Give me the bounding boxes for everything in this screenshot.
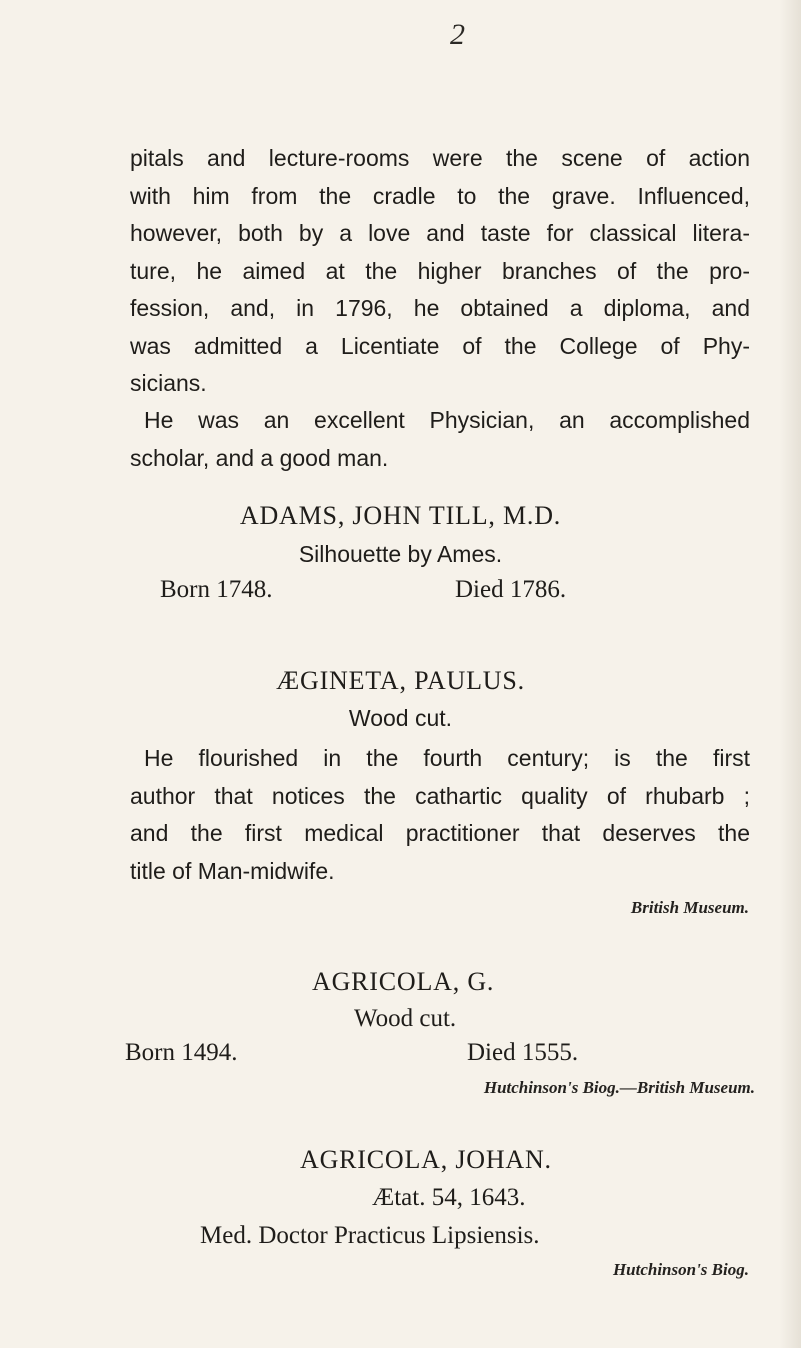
entry-agricola-johan-source: Hutchinson's Biog. bbox=[612, 1260, 749, 1279]
entry-agricola-g-died: Died 1555. bbox=[467, 1039, 579, 1066]
entry-agricola-johan-name: AGRICOLA, JOHAN. bbox=[300, 1145, 552, 1174]
intro-line-2: with him from the cradle to the grave. Influenced, bbox=[130, 182, 750, 209]
intro-paragraph-2 bbox=[130, 402, 750, 477]
aegineta-line-2: author that notices the cathartic quality of rhubarb ; bbox=[130, 782, 750, 809]
aegineta-line-1: He flourished in the fourth century; is the first bbox=[144, 745, 750, 771]
para2-line-2: scholar, and a good man. bbox=[130, 444, 389, 471]
intro-line-5: fession, and, in 1796, he obtained a diploma, and bbox=[130, 295, 750, 321]
entry-aegineta-subtitle: Wood cut. bbox=[348, 705, 453, 731]
aegineta-line-3: and the first medical practitioner that deserves the bbox=[130, 820, 750, 846]
entry-aegineta-description bbox=[130, 740, 750, 890]
entry-adams-born: Born 1748. bbox=[160, 576, 273, 603]
entry-agricola-johan-subtitle: Ætat. 54, 1643. bbox=[372, 1184, 526, 1211]
entry-agricola-g-born: Born 1494. bbox=[125, 1039, 238, 1066]
entry-adams-name: ADAMS, JOHN TILL, M.D. bbox=[239, 501, 562, 530]
intro-line-1: pitals and lecture-rooms were the scene of action bbox=[130, 145, 750, 171]
entry-aegineta-source: British Museum. bbox=[630, 898, 749, 917]
entry-agricola-g-subtitle: Wood cut. bbox=[354, 1005, 457, 1032]
entry-agricola-g-source: Hutchinson's Biog.—British Museum. bbox=[483, 1078, 755, 1097]
intro-line-4: ture, he aimed at the higher branches of the pro- bbox=[130, 257, 750, 284]
intro-line-3: however, both by a love and taste for classical litera- bbox=[130, 220, 750, 246]
aegineta-line-4: title of Man-midwife. bbox=[130, 857, 335, 884]
entry-aegineta-name: ÆGINETA, PAULUS. bbox=[276, 666, 525, 695]
entry-adams-died: Died 1786. bbox=[455, 576, 567, 603]
entry-adams-subtitle: Silhouette by Ames. bbox=[298, 541, 503, 567]
para2-line-1: He was an excellent Physician, an accomplished bbox=[144, 407, 750, 433]
intro-line-7: sicians. bbox=[130, 370, 207, 396]
page-number: 2 bbox=[450, 18, 465, 51]
intro-paragraph bbox=[130, 140, 750, 403]
intro-line-6: was admitted a Licentiate of the College of Phy- bbox=[130, 332, 750, 359]
entry-agricola-johan-title: Med. Doctor Practicus Lipsiensis. bbox=[200, 1222, 540, 1249]
entry-agricola-g-name: AGRICOLA, G. bbox=[312, 967, 495, 996]
